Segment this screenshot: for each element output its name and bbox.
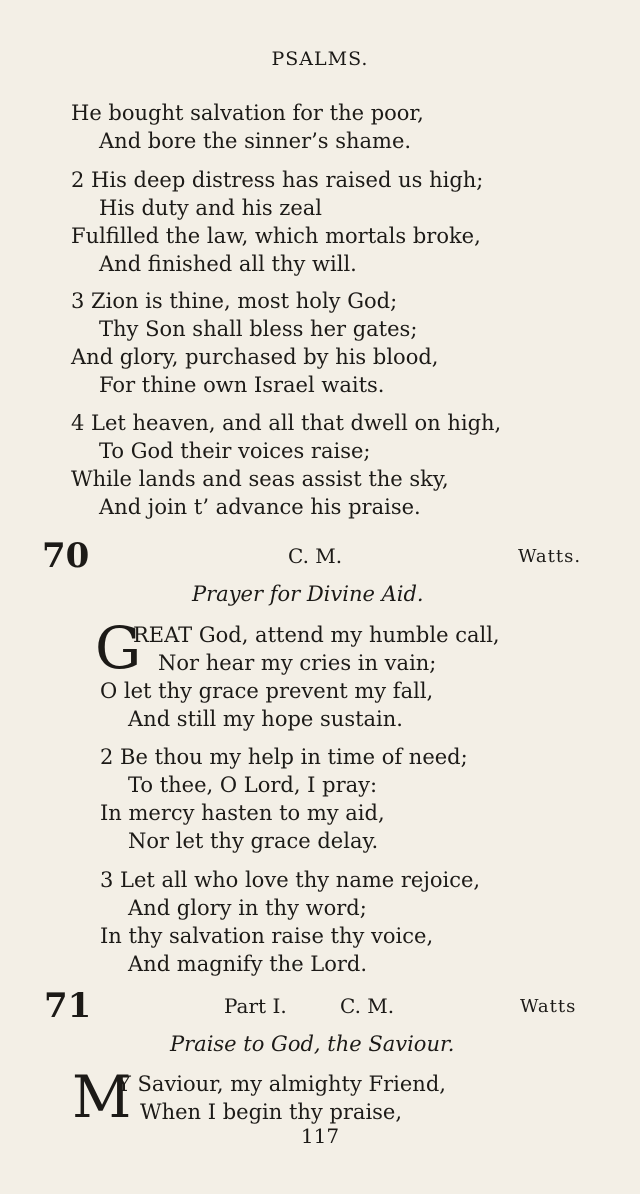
- page-number: 117: [300, 1124, 340, 1148]
- drop-cap: G: [95, 614, 142, 682]
- hymn-part: Part I.: [224, 994, 287, 1018]
- hymn-title: Praise to God, the Saviour.: [170, 1032, 455, 1056]
- verse-line: And still my hope sustain.: [128, 707, 403, 731]
- verse-line: And bore the sinner’s shame.: [99, 129, 412, 153]
- verse-line: And glory in thy word;: [128, 896, 367, 920]
- verse-line: 3 Let all who love thy name rejoice,: [100, 868, 481, 892]
- verse-line: When I begin thy praise,: [140, 1100, 403, 1124]
- drop-cap: M: [72, 1063, 132, 1131]
- verse-line: In mercy hasten to my aid,: [100, 801, 385, 825]
- verse-line: And glory, purchased by his blood,: [71, 345, 439, 369]
- verse-line: 2 Be thou my help in time of need;: [100, 745, 468, 769]
- verse-line: To thee, O Lord, I pray:: [128, 773, 378, 797]
- verse-line: And finished all thy will.: [99, 252, 357, 276]
- verse-line: His duty and his zeal: [99, 196, 323, 220]
- verse-line: 2 His deep distress has raised us high;: [71, 168, 484, 192]
- hymn-title: Prayer for Divine Aid.: [192, 582, 424, 606]
- running-head: PSALMS.: [271, 48, 369, 70]
- verse-line: 4 Let heaven, and all that dwell on high,: [71, 411, 502, 435]
- verse-line: Thy Son shall bless her gates;: [99, 317, 418, 341]
- verse-line: He bought salvation for the poor,: [71, 101, 424, 125]
- verse-line: Nor hear my cries in vain;: [158, 651, 437, 675]
- verse-line: And join t’ advance his praise.: [99, 495, 421, 519]
- hymn-meter: C. M.: [288, 544, 343, 568]
- verse-line: Fulfilled the law, which mortals broke,: [71, 224, 481, 248]
- verse-line: And magnify the Lord.: [128, 952, 368, 976]
- verse-line: Nor let thy grace delay.: [128, 829, 379, 853]
- hymn-meter: C. M.: [340, 994, 395, 1018]
- hymn-number: 70: [42, 536, 90, 576]
- verse-line: REAT God, attend my humble call,: [133, 623, 500, 647]
- verse-line: In thy salvation raise thy voice,: [100, 924, 434, 948]
- hymn-author: Watts.: [518, 546, 582, 567]
- verse-line: O let thy grace prevent my fall,: [100, 679, 434, 703]
- hymn-number: 71: [44, 986, 92, 1026]
- verse-line: While lands and seas assist the sky,: [71, 467, 449, 491]
- verse-line: To God their voices raise;: [99, 439, 371, 463]
- verse-line: Y Saviour, my almighty Friend,: [117, 1072, 446, 1096]
- verse-line: For thine own Israel waits.: [99, 373, 385, 397]
- hymn-author: Watts: [520, 996, 577, 1017]
- verse-line: 3 Zion is thine, most holy God;: [71, 289, 398, 313]
